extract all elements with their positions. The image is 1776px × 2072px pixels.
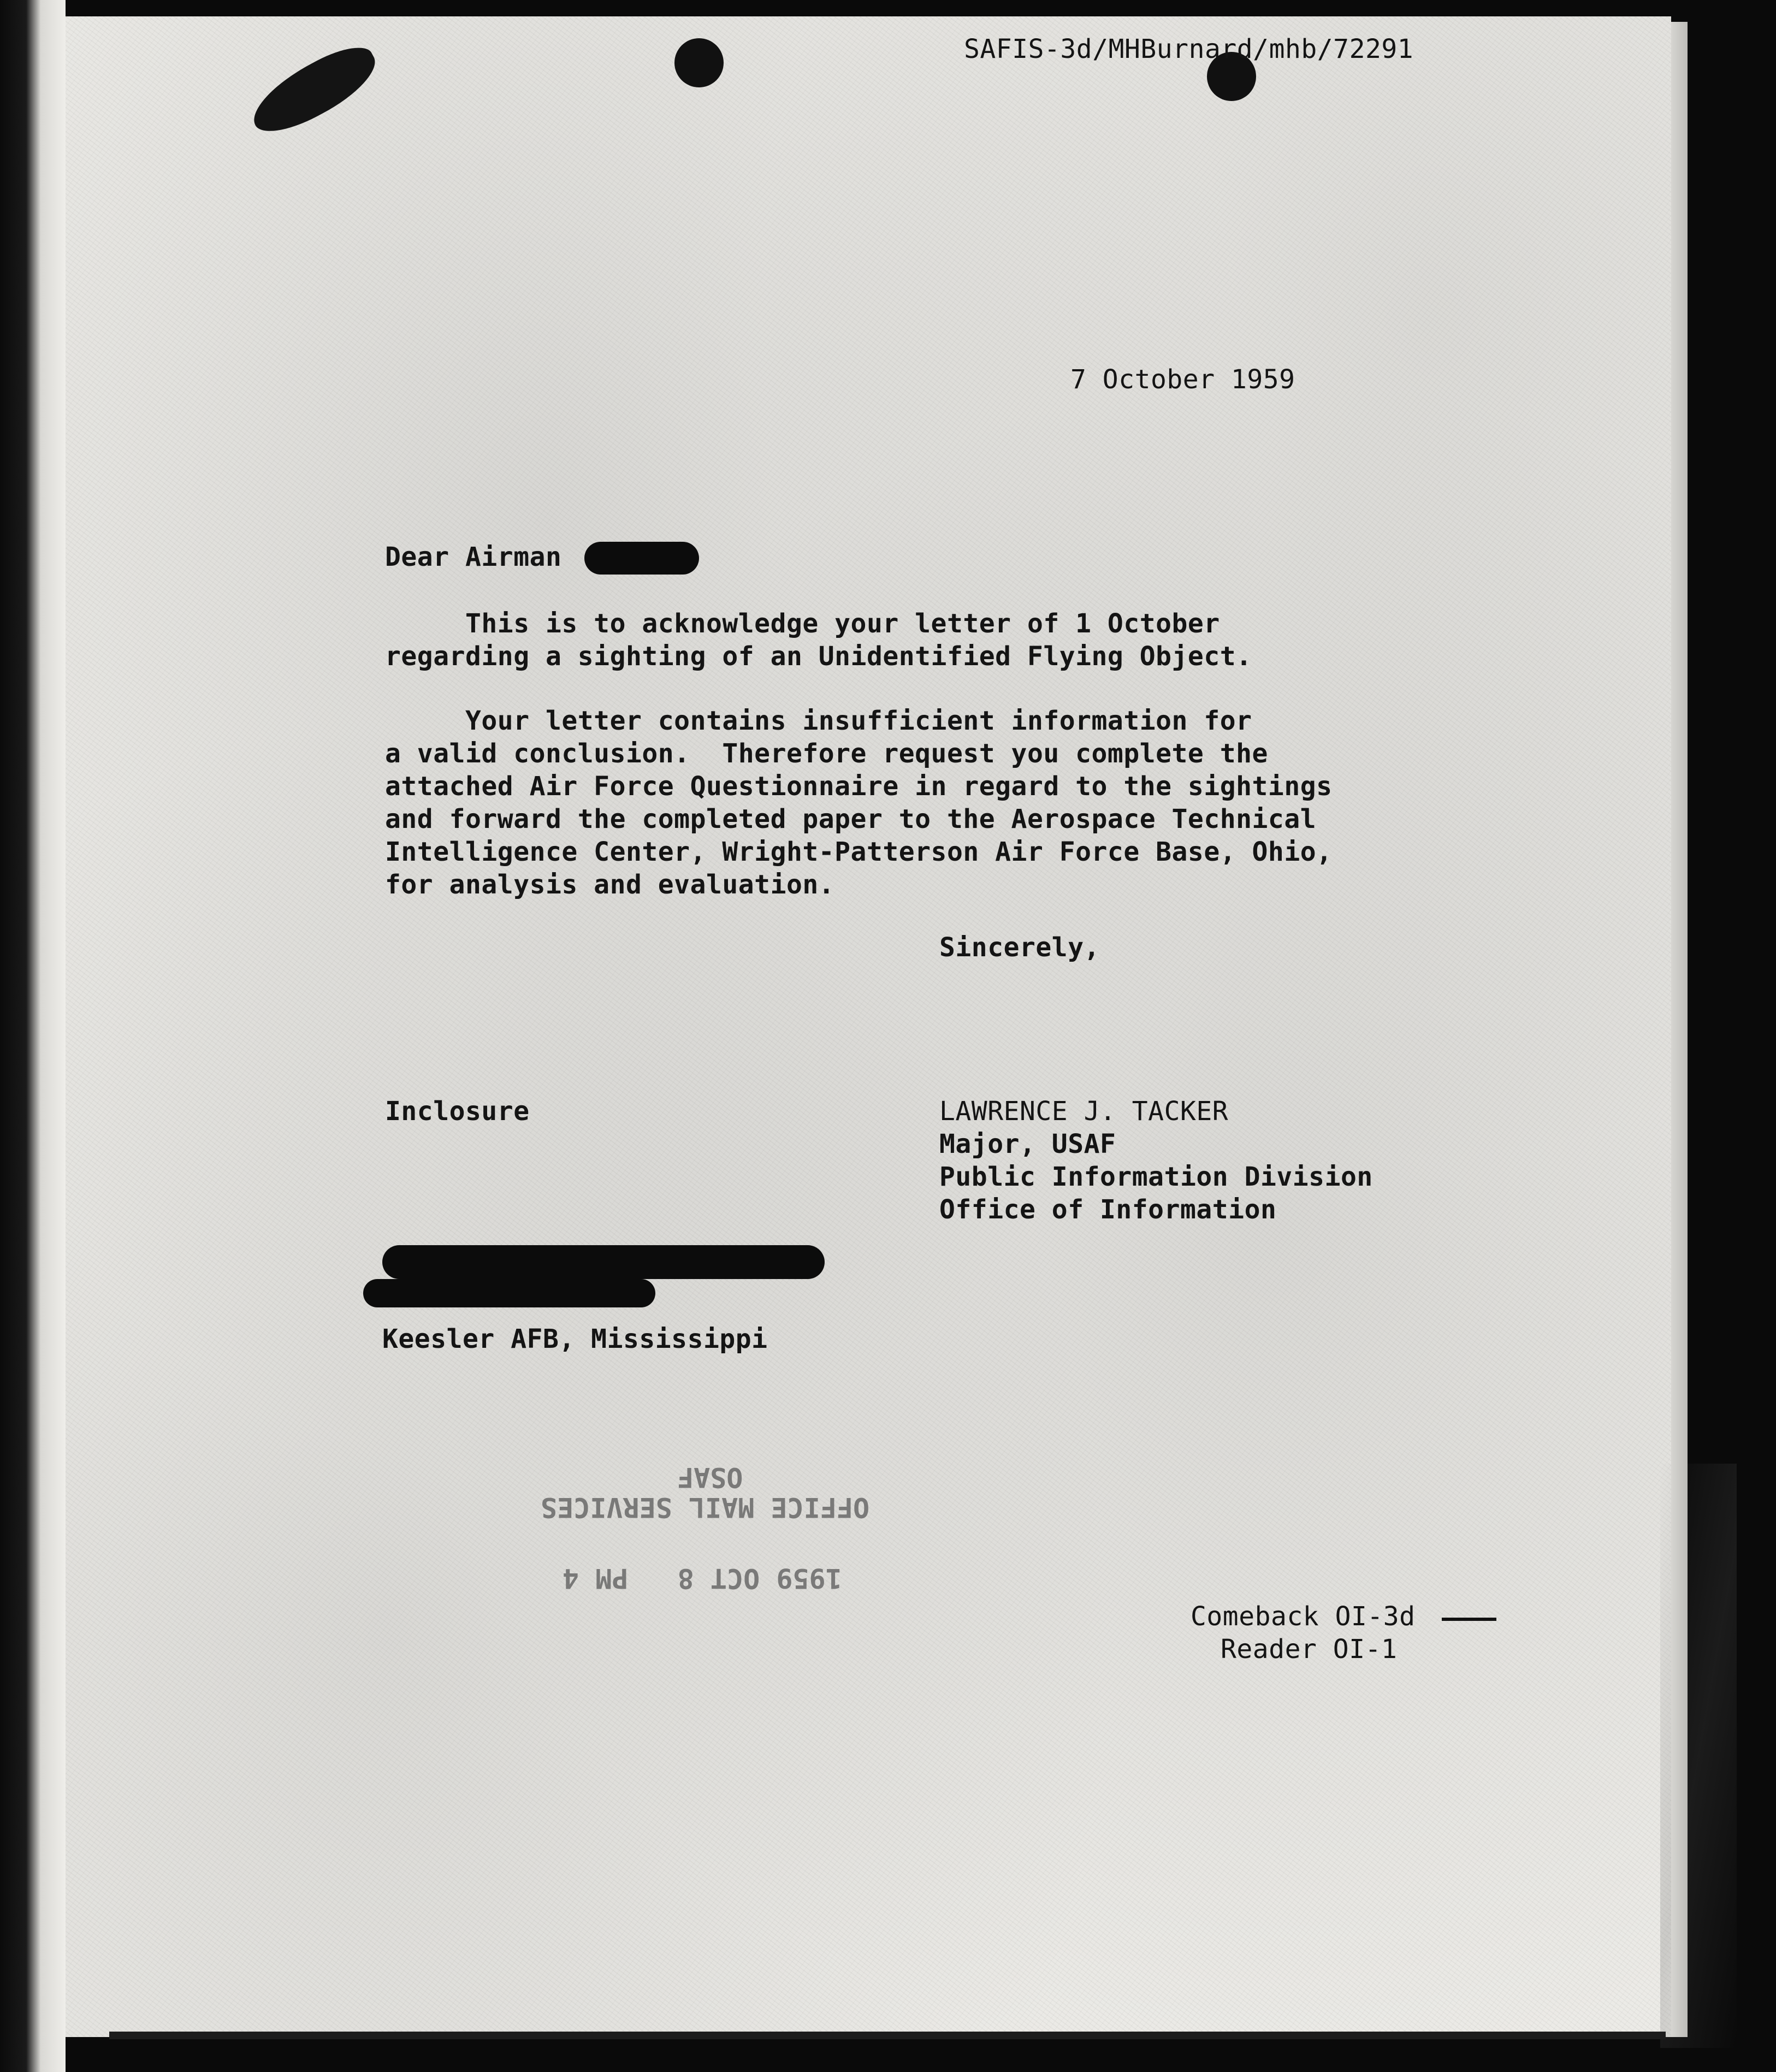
routing-reader: Reader OI-1 <box>1221 1634 1398 1665</box>
paragraph-2 <box>385 705 1333 901</box>
scan-right-edge <box>1671 22 1688 2037</box>
redaction-name <box>584 542 699 575</box>
redaction-address-line-1 <box>382 1245 825 1279</box>
routing-comeback: Comeback OI-3d <box>1191 1601 1416 1632</box>
paragraph-1-line: regarding a sighting of an Unidentified Flying Object. <box>385 641 1252 672</box>
paragraph-1 <box>385 607 1252 673</box>
paragraph-2-line: for analysis and evaluation. <box>385 869 835 900</box>
letter-page <box>66 16 1671 2037</box>
inclosure-label: Inclosure <box>385 1096 530 1127</box>
closing: Sincerely, <box>939 932 1100 963</box>
stamp-line: OFFICE MAIL SERVICES <box>541 1491 870 1523</box>
file-reference: SAFIS-3d/MHBurnard/mhb/72291 <box>964 34 1414 64</box>
punch-hole-left <box>674 38 724 87</box>
stamp-line: OSAF <box>677 1461 743 1493</box>
paragraph-2-line: attached Air Force Questionnaire in regard to the sightings <box>385 771 1333 802</box>
scan-bottom-edge <box>109 2032 1666 2039</box>
signature-rank: Major, USAF <box>939 1129 1116 1159</box>
salutation: Dear Airman <box>385 542 562 572</box>
signature-office: Office of Information <box>939 1194 1277 1225</box>
signature-division: Public Information Division <box>939 1162 1373 1192</box>
addressee-location: Keesler AFB, Mississippi <box>382 1324 768 1354</box>
received-stamp <box>541 1461 956 1737</box>
letter-date: 7 October 1959 <box>1070 364 1295 395</box>
paragraph-2-line: Intelligence Center, Wright-Patterson Air Force Base, Ohio, <box>385 837 1333 867</box>
paragraph-2-line: a valid conclusion. Therefore request you complete the <box>385 738 1268 769</box>
ink-smudge <box>242 37 386 144</box>
redaction-address-line-2 <box>363 1279 655 1307</box>
scan-left-edge <box>0 0 66 2072</box>
routing-dash <box>1442 1618 1496 1621</box>
stamp-line: 1959 OCT 8 PM 4 <box>563 1562 842 1594</box>
signature-name: LAWRENCE J. TACKER <box>939 1096 1229 1127</box>
paragraph-2-line: and forward the completed paper to the Aerospace Technical <box>385 804 1317 834</box>
paragraph-1-line: This is to acknowledge your letter of 1 October <box>385 608 1220 639</box>
paragraph-2-line: Your letter contains insufficient information for <box>385 706 1252 736</box>
routing-block <box>1191 1600 1416 1666</box>
signature-block <box>939 1095 1373 1226</box>
